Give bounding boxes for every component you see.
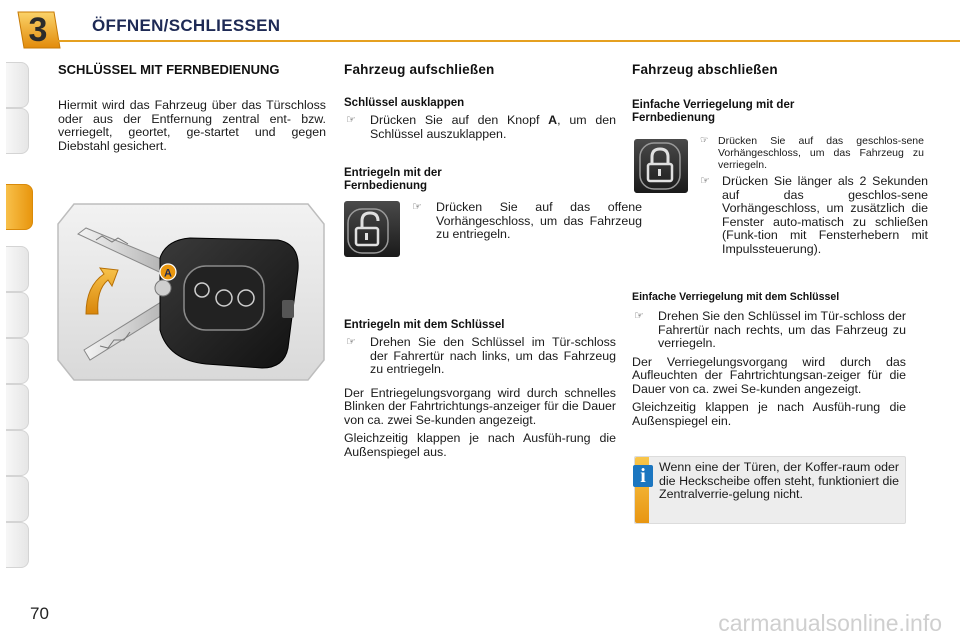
pointing-hand-icon: ☞ bbox=[700, 135, 709, 146]
remote-lock-step: ☞ Drücken Sie auf das geschlos-sene Vorhängeschloss, um das Fahrzeug zu verriegeln. bbox=[700, 135, 924, 171]
chapter-side-tabs bbox=[0, 62, 40, 572]
open-padlock-icon bbox=[344, 201, 400, 257]
remote-unlock-title: Entriegeln mit der Fernbedienung bbox=[344, 167, 442, 192]
pointing-hand-icon: ☞ bbox=[346, 336, 356, 348]
watermark: carmanualsonline.info bbox=[718, 610, 942, 636]
side-tab bbox=[6, 108, 29, 154]
side-tab bbox=[6, 338, 29, 384]
key-unlock-title: Entriegeln mit dem Schlüssel bbox=[344, 319, 505, 331]
side-tab bbox=[6, 246, 29, 292]
page-title: ÖFFNEN/SCHLIESSEN bbox=[92, 16, 281, 35]
key-lock-title: Einfache Verriegelung mit dem Schlüssel bbox=[632, 291, 840, 303]
column-unlock bbox=[344, 62, 642, 459]
side-tab bbox=[6, 522, 29, 568]
section-heading: SCHLÜSSEL MIT FERNBEDIENUNG bbox=[58, 62, 280, 77]
unfold-key-step: ☞ Drücken Sie auf den Knopf A, um den Schlüssel auszuklappen. bbox=[346, 113, 616, 141]
pointing-hand-icon: ☞ bbox=[634, 310, 644, 322]
side-tab bbox=[6, 384, 29, 430]
remote-lock-block bbox=[632, 135, 928, 271]
side-tab bbox=[6, 476, 29, 522]
unlock-heading: Fahrzeug aufschließen bbox=[344, 62, 495, 77]
remote-key-illustration bbox=[56, 200, 326, 384]
side-tab-active bbox=[6, 184, 33, 230]
info-text: Wenn eine der Türen, der Koffer-raum oder die Heckscheibe offen steht, funktioniert die Zentralverrie-gelung nicht. bbox=[659, 460, 899, 501]
header-rule bbox=[58, 40, 960, 42]
side-tab bbox=[6, 62, 29, 108]
unlock-indicator-paragraph: Der Entriegelungsvorgang wird durch schnelles Blinken der Fahrtrichtungs-anzeiger für die Dauer von ca. zwei Se-kunden angezeigt. bbox=[344, 385, 616, 427]
remote-unlock-block bbox=[344, 200, 642, 261]
info-note bbox=[634, 456, 906, 524]
unlock-mirror-paragraph: Gleichzeitig klappen je nach Ausfüh-rung die Außenspiegel aus. bbox=[344, 431, 616, 459]
chapter-number: 3 bbox=[28, 11, 48, 49]
side-tab bbox=[6, 292, 29, 338]
remote-lock-title: Einfache Verriegelung mit der Fernbedienung bbox=[632, 99, 795, 124]
pointing-hand-icon: ☞ bbox=[412, 201, 422, 213]
info-icon: i bbox=[633, 465, 653, 487]
unfold-key-title: Schlüssel ausklappen bbox=[344, 97, 465, 109]
key-unlock-step: ☞ Drehen Sie den Schlüssel im Tür-schloss der Fahrertür nach links, um das Fahrzeug zu entriegeln. bbox=[346, 335, 616, 376]
column-intro bbox=[58, 62, 326, 153]
lock-mirror-paragraph: Gleichzeitig klappen je nach Ausfüh-rung die Außenspiegel ein. bbox=[632, 400, 906, 428]
chapter-badge bbox=[14, 10, 62, 50]
lock-heading: Fahrzeug abschließen bbox=[632, 62, 778, 77]
pointing-hand-icon: ☞ bbox=[346, 114, 356, 126]
side-tab bbox=[6, 430, 29, 476]
pointing-hand-icon: ☞ bbox=[700, 175, 710, 187]
column-lock bbox=[632, 62, 928, 428]
remote-lock-long-press-step: ☞ Drücken Sie länger als 2 Sekunden auf das geschlos-sene Vorhängeschloss, um zusätzlich die Fenster auto-matisch zu schließen (Funk-tion mit Fensterhebern mit Impulssteuerung). bbox=[700, 174, 928, 256]
lock-indicator-paragraph: Der Verriegelungsvorgang wird durch das Aufleuchten der Fahrtrichtungsan-zeiger für die Dauer von ca. zwei Se-kunden angezeigt. bbox=[632, 354, 906, 396]
page-number: 70 bbox=[30, 604, 49, 623]
intro-paragraph: Hiermit wird das Fahrzeug über das Türschloss oder aus der Entfernung zentral ent- bzw. verriegelt, geortet, ge-startet und gegen Diebstahl gesichert. bbox=[58, 98, 326, 153]
remote-unlock-step: ☞ Drücken Sie auf das offene Vorhängeschloss, um das Fahrzeug zu entriegeln. bbox=[412, 200, 642, 241]
closed-padlock-icon bbox=[634, 139, 688, 193]
button-a-label: A bbox=[164, 267, 172, 280]
key-lock-step: ☞ Drehen Sie den Schlüssel im Tür-schloss der Fahrertür nach rechts, um das Fahrzeug zu verriegeln. bbox=[634, 309, 906, 350]
